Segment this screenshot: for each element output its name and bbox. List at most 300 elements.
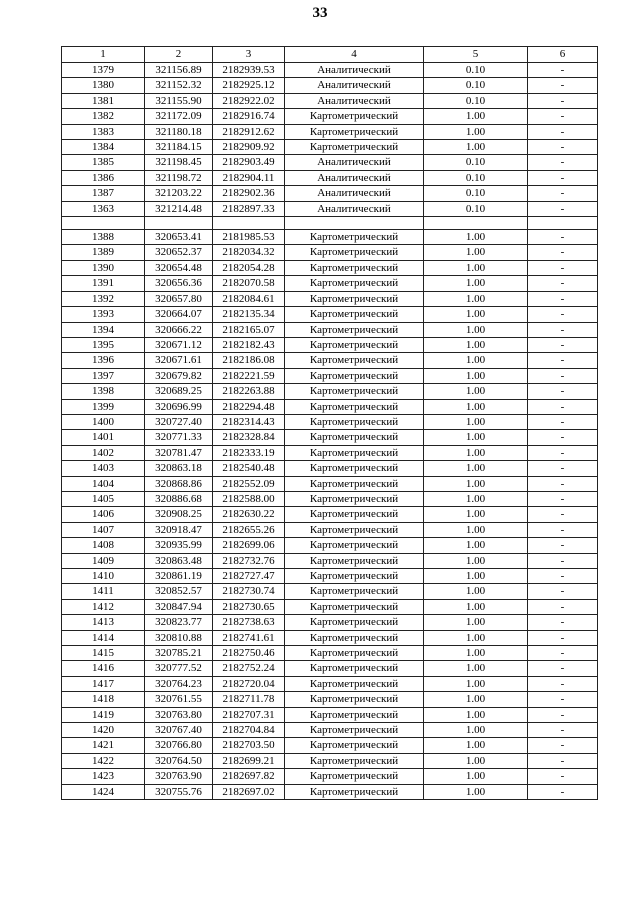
table-cell: 320861.19 [145,569,213,584]
table-row [62,599,598,614]
table-cell: 321156.89 [145,63,213,78]
table-cell: 2182711.78 [213,692,285,707]
table-cell: Картометрический [285,738,424,753]
table-cell: Картометрический [285,445,424,460]
column-header: 3 [213,47,285,63]
table-cell: - [528,201,598,216]
table-cell: 1.00 [424,676,528,691]
table-cell: 2182738.63 [213,615,285,630]
table-row [62,461,598,476]
table-cell: 2182221.59 [213,368,285,383]
table-cell: 320653.41 [145,230,213,245]
table-cell: - [528,784,598,799]
table-cell: - [528,738,598,753]
table-cell: 1415 [62,646,145,661]
table-body [62,63,598,800]
table-cell: 1383 [62,124,145,139]
table-cell: 2182916.74 [213,109,285,124]
table-cell: 320908.25 [145,507,213,522]
table-cell: 1.00 [424,140,528,155]
table-cell: 320863.48 [145,553,213,568]
table-cell: 1401 [62,430,145,445]
table-row [62,676,598,691]
table-cell: 320727.40 [145,414,213,429]
table-cell: 320764.50 [145,753,213,768]
column-header: 4 [285,47,424,63]
table-row [62,476,598,491]
table-cell: 2182165.07 [213,322,285,337]
table-cell: 1393 [62,307,145,322]
table-cell: 1379 [62,63,145,78]
table-cell: 1399 [62,399,145,414]
table-row [62,584,598,599]
table-cell: Картометрический [285,245,424,260]
table-row [62,630,598,645]
table-cell: - [528,630,598,645]
table-cell: 2182070.58 [213,276,285,291]
table-row [62,646,598,661]
table-cell: Картометрический [285,507,424,522]
table-cell: 1421 [62,738,145,753]
table-cell: 0.10 [424,155,528,170]
table-cell: 1411 [62,584,145,599]
table-cell: 320935.99 [145,538,213,553]
table-cell: Картометрический [285,753,424,768]
table-cell: 1390 [62,260,145,275]
table-cell [62,217,145,230]
table-row [62,109,598,124]
table-row [62,384,598,399]
table-cell: 1405 [62,491,145,506]
table-cell [528,217,598,230]
table-cell: - [528,124,598,139]
table-cell: Картометрический [285,124,424,139]
table-cell: 1.00 [424,738,528,753]
table-cell: - [528,140,598,155]
table-cell: 321203.22 [145,186,213,201]
table-cell: 2182922.02 [213,93,285,108]
table-cell: 1406 [62,507,145,522]
table-cell: 1404 [62,476,145,491]
table-cell: 1.00 [424,230,528,245]
table-cell: 1.00 [424,599,528,614]
table-cell: 2182054.28 [213,260,285,275]
table-cell: 1423 [62,769,145,784]
table-cell: 1381 [62,93,145,108]
table-cell: 1.00 [424,260,528,275]
page-number: 33 [312,5,328,21]
table-cell: - [528,723,598,738]
table-row [62,753,598,768]
table-cell: - [528,399,598,414]
table-cell: 321180.18 [145,124,213,139]
table-cell: 2182730.74 [213,584,285,599]
table-cell: 320763.80 [145,707,213,722]
table-cell: - [528,337,598,352]
table-cell: 2182314.43 [213,414,285,429]
table-cell: Картометрический [285,692,424,707]
table-cell: 1394 [62,322,145,337]
table-row [62,337,598,352]
table-cell: - [528,291,598,306]
table-cell: 1.00 [424,353,528,368]
table-cell: - [528,170,598,185]
table-cell: 1418 [62,692,145,707]
table-cell: Картометрический [285,538,424,553]
table-cell: 320777.52 [145,661,213,676]
table-cell: 2182939.53 [213,63,285,78]
table-cell: 320656.36 [145,276,213,291]
table-cell: 1382 [62,109,145,124]
table-row [62,692,598,707]
table-cell: Картометрический [285,430,424,445]
table-cell: 2182699.06 [213,538,285,553]
table-cell: 1.00 [424,692,528,707]
table-cell: 1.00 [424,291,528,306]
table-cell: 321184.15 [145,140,213,155]
table-cell: 1403 [62,461,145,476]
table-cell: 1395 [62,337,145,352]
table-cell: - [528,569,598,584]
table-cell: Картометрический [285,276,424,291]
table-cell: Картометрический [285,307,424,322]
table-cell: 1.00 [424,784,528,799]
table-cell: 2182732.76 [213,553,285,568]
table-cell: 1420 [62,723,145,738]
table-cell: 1398 [62,384,145,399]
table-row [62,291,598,306]
table-cell: - [528,245,598,260]
table-cell: 320755.76 [145,784,213,799]
table-cell: 320666.22 [145,322,213,337]
table-cell: 2182084.61 [213,291,285,306]
table-cell: - [528,476,598,491]
table-cell: 1.00 [424,569,528,584]
table-cell: 1409 [62,553,145,568]
table-cell: Аналитический [285,78,424,93]
table-cell: 1387 [62,186,145,201]
table-cell: 1.00 [424,491,528,506]
table-cell: - [528,230,598,245]
table-cell: 1.00 [424,276,528,291]
column-header: 1 [62,47,145,63]
table-cell: 2182135.34 [213,307,285,322]
table-cell: Картометрический [285,599,424,614]
table-cell: 1.00 [424,723,528,738]
table-cell: Картометрический [285,723,424,738]
table-cell: 2182186.08 [213,353,285,368]
table-cell: 1.00 [424,245,528,260]
table-cell: 320664.07 [145,307,213,322]
table-cell: 1386 [62,170,145,185]
table-cell: 1400 [62,414,145,429]
coordinates-table [61,46,598,800]
table-cell: 2182752.24 [213,661,285,676]
table-cell: 1.00 [424,414,528,429]
table-cell: 2182912.62 [213,124,285,139]
table-cell: 320652.37 [145,245,213,260]
table-cell: - [528,384,598,399]
table-cell: 320847.94 [145,599,213,614]
table-row [62,445,598,460]
table-cell: Картометрический [285,476,424,491]
table-cell: 2182294.48 [213,399,285,414]
table-row [62,322,598,337]
table-cell: 1.00 [424,630,528,645]
column-header: 5 [424,47,528,63]
table-cell: - [528,307,598,322]
table-cell [213,217,285,230]
table-cell: 320771.33 [145,430,213,445]
table-cell: - [528,461,598,476]
table-cell: 0.10 [424,186,528,201]
table-cell: 320868.86 [145,476,213,491]
table-cell: 2182707.31 [213,707,285,722]
table-cell: 320671.61 [145,353,213,368]
table-cell: Картометрический [285,353,424,368]
table-cell: - [528,707,598,722]
table-cell: 1412 [62,599,145,614]
table-cell: Аналитический [285,201,424,216]
table-row [62,124,598,139]
table-cell: 320918.47 [145,522,213,537]
table-cell: - [528,553,598,568]
table-cell: Аналитический [285,93,424,108]
table-cell: - [528,109,598,124]
table-cell: Картометрический [285,661,424,676]
table-cell: 2182750.46 [213,646,285,661]
table-cell: 0.10 [424,78,528,93]
table-cell: 1.00 [424,445,528,460]
table-cell: 0.10 [424,63,528,78]
table-cell: Картометрический [285,384,424,399]
table-cell: 2182903.49 [213,155,285,170]
table-cell: 2182333.19 [213,445,285,460]
table-cell: Картометрический [285,769,424,784]
table-cell: - [528,322,598,337]
table-cell: 1413 [62,615,145,630]
table-cell: 320810.88 [145,630,213,645]
table-row [62,723,598,738]
table-cell: 2182328.84 [213,430,285,445]
table-cell: 1.00 [424,646,528,661]
table-cell: 1417 [62,676,145,691]
table-cell: 1.00 [424,476,528,491]
table-cell: Картометрический [285,461,424,476]
table-cell: 1410 [62,569,145,584]
table-cell: 1.00 [424,368,528,383]
table-row [62,260,598,275]
table-cell: Картометрический [285,291,424,306]
table-cell: 2182909.92 [213,140,285,155]
table-cell: 321155.90 [145,93,213,108]
table-row [62,784,598,799]
table-row [62,353,598,368]
table-row [62,491,598,506]
table-cell: 1388 [62,230,145,245]
table-cell: 0.10 [424,93,528,108]
table-row [62,307,598,322]
table-cell: 1414 [62,630,145,645]
table-cell: 1407 [62,522,145,537]
table-cell: 320785.21 [145,646,213,661]
table-cell: 2182703.50 [213,738,285,753]
table-cell: 1.00 [424,507,528,522]
table-cell: 320863.18 [145,461,213,476]
table-cell: Картометрический [285,569,424,584]
table-row [62,569,598,584]
table-cell: 1.00 [424,461,528,476]
table-cell: 1424 [62,784,145,799]
table-cell: 2182697.82 [213,769,285,784]
table-cell: Картометрический [285,414,424,429]
table-cell: 2182897.33 [213,201,285,216]
table-cell: 1.00 [424,553,528,568]
table-cell: - [528,599,598,614]
table-cell: 1419 [62,707,145,722]
table-row [62,170,598,185]
table-cell: Аналитический [285,170,424,185]
table-row [62,769,598,784]
table-cell: - [528,584,598,599]
table-cell: - [528,276,598,291]
table-cell: 320671.12 [145,337,213,352]
table-cell: - [528,753,598,768]
table-cell: - [528,692,598,707]
table-cell: - [528,661,598,676]
table-cell [285,217,424,230]
table-cell: - [528,507,598,522]
table-row [62,738,598,753]
table-cell: - [528,78,598,93]
table-cell: 1.00 [424,124,528,139]
table-cell: - [528,522,598,537]
table-cell: 1408 [62,538,145,553]
table-cell: Картометрический [285,522,424,537]
table-row [62,414,598,429]
table-cell: 2182630.22 [213,507,285,522]
column-header: 2 [145,47,213,63]
table-cell: Картометрический [285,230,424,245]
table-cell: 320852.57 [145,584,213,599]
table-cell: 1416 [62,661,145,676]
table-cell: - [528,414,598,429]
table-row [62,245,598,260]
table-cell: 320823.77 [145,615,213,630]
table-cell: - [528,445,598,460]
header-row [62,47,598,63]
table-row [62,186,598,201]
table-cell [145,217,213,230]
table-cell: Картометрический [285,399,424,414]
table-cell: Картометрический [285,584,424,599]
table-cell: 2182263.88 [213,384,285,399]
table-row [62,430,598,445]
table-cell: 1380 [62,78,145,93]
table-cell: 1391 [62,276,145,291]
table-cell: Аналитический [285,155,424,170]
table-cell: 1392 [62,291,145,306]
table-row [62,230,598,245]
table-cell: Аналитический [285,186,424,201]
table-cell: 2182720.04 [213,676,285,691]
table-cell: 1.00 [424,538,528,553]
table-row [62,615,598,630]
table-cell: 321198.45 [145,155,213,170]
table-cell: 320764.23 [145,676,213,691]
table-cell: 0.10 [424,170,528,185]
table-cell: 321172.09 [145,109,213,124]
table-row [62,368,598,383]
table-cell: - [528,93,598,108]
table-row [62,201,598,216]
table-cell: - [528,186,598,201]
table-row [62,507,598,522]
table-cell: Картометрический [285,140,424,155]
table-cell [424,217,528,230]
table-cell: 2182655.26 [213,522,285,537]
table-cell: 320781.47 [145,445,213,460]
table-cell: - [528,491,598,506]
table-cell: - [528,63,598,78]
table-cell: 1422 [62,753,145,768]
table-cell: Аналитический [285,63,424,78]
table-cell: Картометрический [285,707,424,722]
table-cell: - [528,615,598,630]
table-cell: 2182034.32 [213,245,285,260]
table-cell: 0.10 [424,201,528,216]
table-cell: 2182699.21 [213,753,285,768]
table-cell: 2182727.47 [213,569,285,584]
table-cell: 2182904.11 [213,170,285,185]
table-cell: 1.00 [424,707,528,722]
table-cell: Картометрический [285,109,424,124]
table-cell: Картометрический [285,646,424,661]
table-cell: 1.00 [424,109,528,124]
table-cell: 320657.80 [145,291,213,306]
table-cell: 321198.72 [145,170,213,185]
table-cell: - [528,368,598,383]
table-cell: 320761.55 [145,692,213,707]
table-cell: - [528,769,598,784]
table-cell: 1384 [62,140,145,155]
table-cell: 1389 [62,245,145,260]
table-row [62,522,598,537]
table-row [62,78,598,93]
table-cell: 2182741.61 [213,630,285,645]
table-cell: 2182730.65 [213,599,285,614]
table-row [62,93,598,108]
table-cell: 2182697.02 [213,784,285,799]
table-row [62,276,598,291]
table-cell: - [528,646,598,661]
table-cell: - [528,538,598,553]
table-cell: 320767.40 [145,723,213,738]
table-cell: Картометрический [285,676,424,691]
table-cell: Картометрический [285,322,424,337]
table-cell: 2181985.53 [213,230,285,245]
table-cell: - [528,676,598,691]
table-cell: - [528,353,598,368]
table-cell: 1.00 [424,584,528,599]
column-header: 6 [528,47,598,63]
table-row [62,553,598,568]
table-row [62,140,598,155]
table-cell: Картометрический [285,615,424,630]
table-cell: 1.00 [424,322,528,337]
table-row [62,63,598,78]
table-cell: 2182588.00 [213,491,285,506]
